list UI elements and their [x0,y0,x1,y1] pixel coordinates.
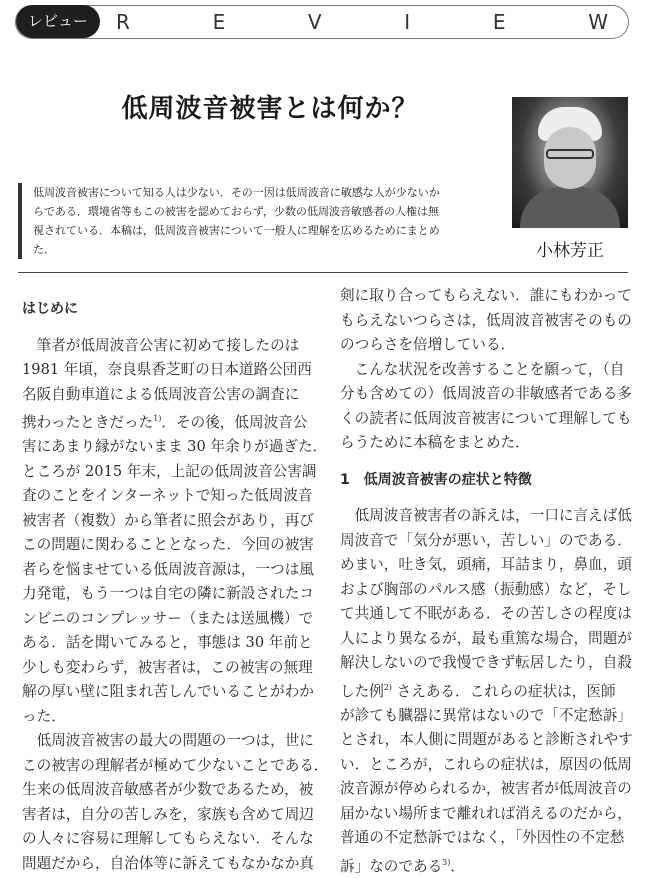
text-line: 生来の低周波音敏感者が少数であるため，被 [22,781,314,799]
abstract-line: た． [33,243,55,256]
paragraph [340,284,632,358]
text-line: 問題だから，自治体等に訴えてもなかなか真 [22,854,314,872]
text-line: 届かない場所まで離れれば消えるのだから， [340,804,632,822]
section-letters [116,6,608,38]
text-line: の人々に容易に理解してもらえない．そんな [22,830,314,848]
header-letter: E [212,10,226,34]
text-line: くの読者に低周波音被害について理解しても [340,409,632,427]
section-heading-intro: はじめに [22,301,78,317]
text-line: この問題に関わることとなった．今回の被害 [22,536,314,554]
text-line: および胸部のパルス感（振動感）など，そし [340,580,632,598]
text-line: 害にあまり縁がないまま 30 年余りが過ぎた． [22,438,328,456]
footnote-ref[interactable]: 2) [383,682,393,692]
text-line: った． [22,707,66,725]
footnote-ref[interactable]: 1) [153,414,162,423]
text-line: らうために本稿をまとめた． [340,434,530,451]
abstract-line: らである．環境省等もこの被害を認めておらず，少数の低周波音敏感者の人権は無 [33,205,440,218]
text-line: 者らを悩ませている低周波音源は，一つは風 [22,560,314,578]
text-line: この被害の理解者が極めて少ないことである． [22,756,329,774]
text-line: 人により異なるが，最も重篤な場合，問題が [340,629,632,647]
paragraph [340,358,632,456]
author-name: 小林芳正 [536,241,604,261]
header-letter: R [116,10,130,34]
text: した例 [340,682,384,700]
text-line [340,676,632,704]
paragraph [340,504,632,879]
divider [18,272,628,273]
text: ．その後，低周波音公 [161,413,308,431]
text-line: のつらさを倍増している． [340,336,516,353]
text-line: 普通の不定愁訴ではなく，「外因性の不定愁 [340,829,625,847]
author-photo [512,97,628,228]
text-line [340,851,632,879]
text-line: 筆者が低周波音公害に初めて接したのは [22,336,300,354]
text-line: とされ，本人側に問題があると診断されやす [340,731,633,749]
text-line: 査のことをインターネットで知った低周波音 [22,487,313,505]
text-line: い．ところが，これらの症状は，原因の低周 [340,755,632,773]
text-line: ところが 2015 年末，上記の低周波音公害調 [22,462,317,480]
text-line: 力発電，もう一つは自宅の隣に新設されたコ [22,585,314,603]
text-line: こんな状況を改善することを願って，（自 [340,360,625,378]
text-line: ンビニのコンプレッサー（または送風機）で [22,609,314,627]
abstract-line: 低周波音被害について知る人は少ない．その一因は低周波音に敏感な人が少ないか [33,186,440,199]
text-line: 波音源が停められるか，被害者が低周波音の [340,780,632,798]
text-line [22,407,312,435]
text-line: が診ても臓器に異常はないので「不定愁訴」 [340,706,632,724]
text: 携わったときだった [22,413,154,431]
text: ． [450,857,465,875]
section-heading-1: 1 低周波音被害の症状と特徴 [340,471,532,488]
text-line: て共通して不眠がある．その苦しさの程度は [340,605,632,622]
text-line: 1981 年頃，奈良県香芝町の日本道路公団西 [22,361,312,378]
text-line: 名阪自動車道による低周波音公害の調査に [22,385,300,403]
text-line: 少しも変わらず，被害者は，この被害の無理 [22,658,313,676]
left-column [22,297,329,876]
header-letter: V [307,10,322,34]
text-line: 低周波音被害者の訴えは，一口に言えば低 [340,507,632,524]
header-letter: W [588,10,608,34]
section-tag: レビュー [16,5,100,38]
header-letter: I [404,10,411,34]
text-line: 剣に取り合ってもらえない．誰にもわかって [340,287,632,304]
text-line: 解決しないので我慢できず転居したり，自殺 [340,654,632,671]
text-line: 害者は，自分の苦しみを，家族も含めて周辺 [22,805,314,823]
text-line: 被害者（複数）から筆者に照会があり，再び [22,511,314,529]
text-line: 分も含めての）低周波音の非敏感者である多 [340,385,632,402]
right-column [340,284,632,879]
text: 訴」なのである [340,857,443,875]
abstract [18,183,513,259]
section-header-bar [15,5,629,39]
text: さえある．これらの症状は，医師 [392,682,616,700]
header-letter: E [492,10,506,34]
paragraph [22,729,329,876]
text-line: もらえないつらさは，低周波音被害そのもの [340,311,632,329]
text-line: 周波音で「気分が悪い，苦しい」のである． [340,531,632,549]
article-title: 低周波音被害とは何か？ [121,94,419,124]
text-line: めまい，吐き気，頭痛，耳詰まり，鼻血，頭 [340,556,632,573]
paragraph [22,334,328,730]
text-line: 低周波音被害の最大の問題の一つは，世に [22,732,314,750]
text-line: ある．話を聞いてみると，事態は 30 年前と [22,634,313,652]
footnote-ref[interactable]: 3) [442,857,451,867]
abstract-line: 視されている．本稿は，低周波音被害について一般人に理解を広めるためにまとめ [33,224,440,237]
text-line: 解の厚い壁に阻まれ苦しんでいることがわか [22,683,314,701]
